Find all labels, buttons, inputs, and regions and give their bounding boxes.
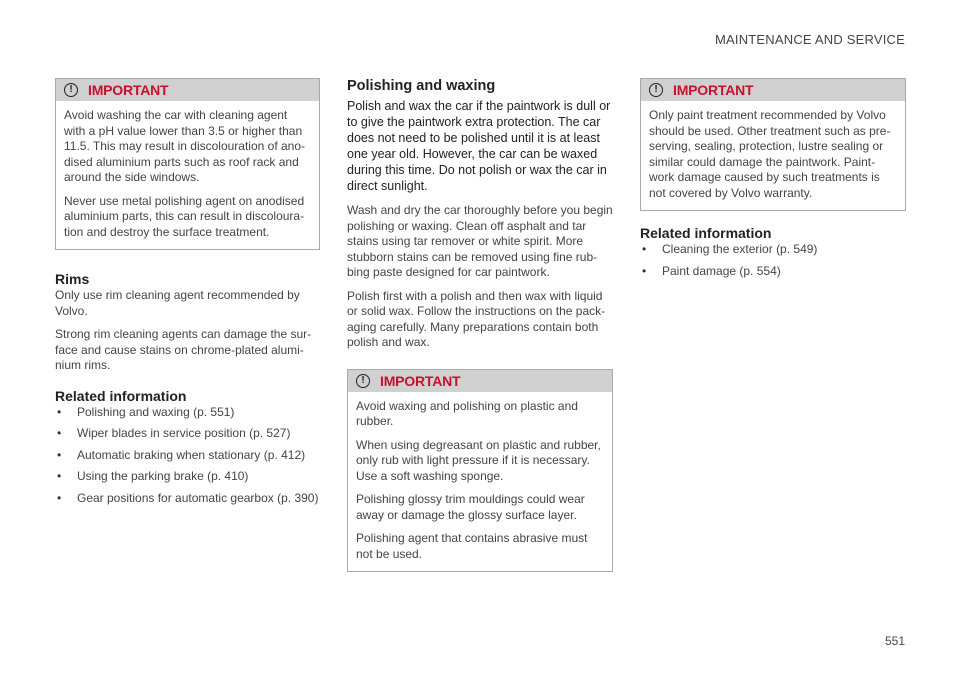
- related-link[interactable]: • Gear positions for automatic gearbox (p. 390): [55, 491, 320, 507]
- column-left: [55, 78, 320, 512]
- important-body: [641, 101, 905, 210]
- running-header: MAINTENANCE AND SERVICE: [714, 32, 905, 47]
- body-paragraph: Only use rim cleaning agent recommended by Volvo.: [55, 288, 300, 318]
- body-paragraph: Strong rim cleaning agents can damage the sur-face and cause stains on chrome-plated alumi-nium rims.: [55, 327, 312, 372]
- important-paragraph: Polishing agent that contains abrasive must not be used.: [356, 531, 588, 561]
- related-link[interactable]: • Polishing and waxing (p. 551): [55, 405, 320, 421]
- important-title: IMPORTANT: [673, 82, 754, 98]
- section-heading-polishing: Polishing and waxing: [347, 78, 496, 94]
- important-box: [347, 369, 613, 573]
- related-information-heading: Related information: [55, 387, 187, 404]
- important-title: IMPORTANT: [88, 82, 169, 98]
- important-body: [56, 101, 319, 249]
- related-link[interactable]: • Cleaning the exterior (p. 549): [640, 242, 906, 258]
- related-link[interactable]: • Using the parking brake (p. 410): [55, 469, 320, 485]
- related-information-heading: Related information: [640, 225, 772, 241]
- section-heading-rims: Rims: [55, 271, 90, 287]
- column-right: [640, 78, 906, 285]
- exclamation-icon: !: [356, 374, 370, 388]
- important-title: IMPORTANT: [380, 372, 461, 389]
- important-paragraph: When using degreasant on plastic and rubber, only rub with light pressure if it is necessary. Use a soft washing sponge.: [356, 437, 601, 483]
- important-paragraph: Never use metal polishing agent on anodised aluminium parts, this can result in discoloura-tion and destroy the surface treatment.: [64, 193, 305, 239]
- related-links-list: [55, 405, 320, 507]
- important-box: [640, 78, 906, 211]
- related-link[interactable]: • Wiper blades in service position (p. 527): [55, 426, 320, 442]
- important-paragraph: Only paint treatment recommended by Volvo should be used. Other treatment such as pre-serving, sealing, protection, lustre sealing or similar could damage the paintwork. Paint-work damage caused by such treatments is not covered by Volvo warranty.: [649, 108, 891, 200]
- body-paragraph: Wash and dry the car thoroughly before you begin polishing or waxing. Clean off asphalt and tar stains using tar remover or white spirit. More stubborn stains can be removed using fine rub-bing paste designed for car paintwork.: [347, 203, 613, 279]
- important-header: [348, 370, 612, 392]
- exclamation-icon: !: [649, 83, 663, 97]
- important-header: [56, 79, 319, 101]
- body-paragraph: Polish first with a polish and then wax with liquid or solid wax. Follow the instructions on the pack-aging carefully. Many preparations contain both polish and wax.: [347, 288, 606, 349]
- column-middle: [347, 78, 613, 572]
- important-paragraph: Avoid waxing and polishing on plastic and rubber.: [356, 398, 578, 428]
- exclamation-icon: !: [64, 83, 78, 97]
- important-paragraph: Avoid washing the car with cleaning agent with a pH value lower than 3.5 or higher than 11.5. This may result in discolouration of ano-dised aluminium parts such as roof rack and around the side windows.: [64, 108, 306, 184]
- important-body: [348, 392, 612, 572]
- related-link[interactable]: • Automatic braking when stationary (p. 412): [55, 448, 320, 464]
- related-links-list: [640, 242, 906, 279]
- important-box: [55, 78, 320, 250]
- related-link[interactable]: • Paint damage (p. 554): [640, 264, 906, 280]
- page-number: 551: [884, 634, 905, 648]
- lead-paragraph: Polish and wax the car if the paintwork is dull or to give the paintwork extra protection. The car does not need to be polished until it is at least one year old. However, the car can be waxed during this time. Do not polish or wax the car in direct sunlight.: [347, 99, 611, 193]
- important-header: [641, 79, 905, 101]
- important-paragraph: Polishing glossy trim mouldings could wear away or damage the glossy surface layer.: [356, 492, 585, 522]
